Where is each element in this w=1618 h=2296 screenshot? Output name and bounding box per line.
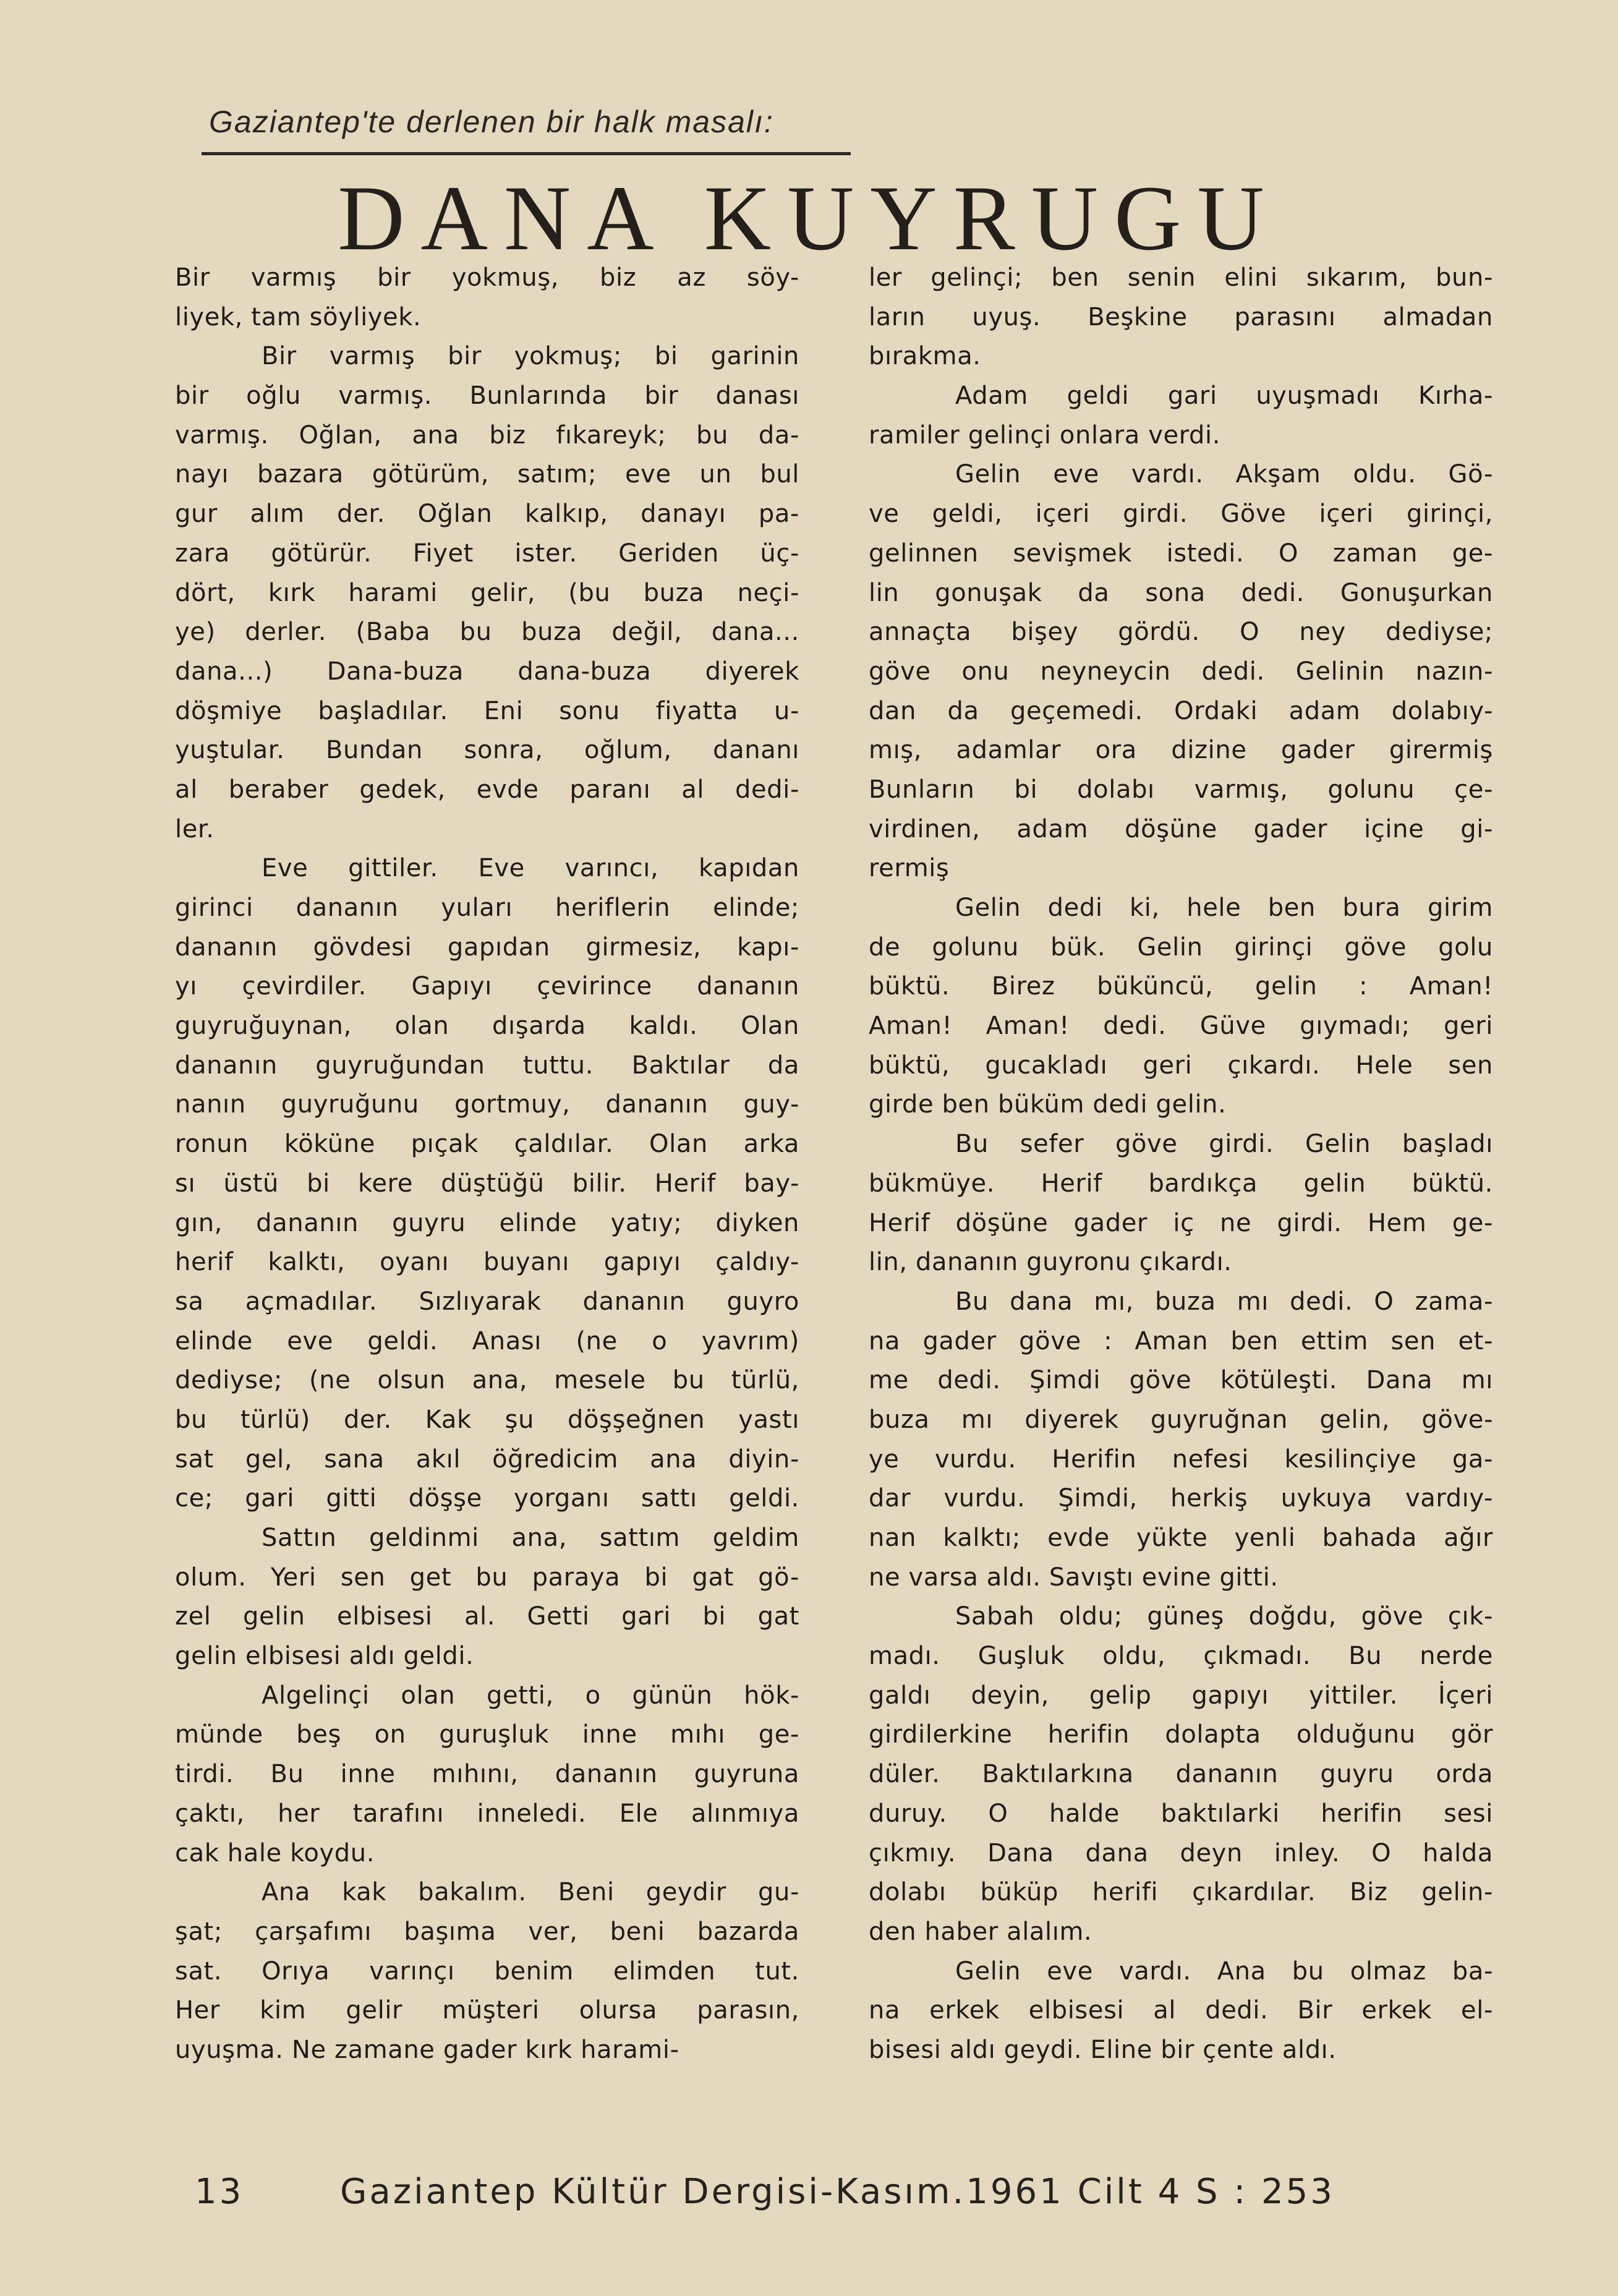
text-line: ve geldi, içeri girdi. Göve içeri girinçi, bbox=[869, 500, 1493, 529]
text-line: me dedi. Şimdi göve kötüleşti. Dana mı bbox=[869, 1366, 1493, 1395]
text-line: dolabı büküp herifi çıkardılar. Biz gelin- bbox=[869, 1878, 1493, 1907]
text-line: lin gonuşak da sona dedi. Gonuşurkan bbox=[869, 578, 1493, 607]
text-line: girinci dananın yuları heriflerin elinde; bbox=[175, 894, 799, 922]
text-line: galdı deyin, gelip gapıyı yittiler. İçeri bbox=[869, 1681, 1493, 1710]
text-line: ye) derler. (Baba bu buza değil, dana... bbox=[175, 618, 799, 647]
text-line: dana...) Dana-buza dana-buza diyerek bbox=[175, 657, 799, 686]
text-line: Eve gittiler. Eve varıncı, kapıdan bbox=[262, 854, 799, 883]
text-line: Adam geldi gari uyuşmadı Kırha- bbox=[955, 382, 1493, 411]
text-line: dar vurdu. Şimdi, herkiş uykuya vardıy- bbox=[869, 1484, 1493, 1513]
page-footer bbox=[195, 2172, 1481, 2212]
text-line: Bir varmış bir yokmuş; bi garinin bbox=[262, 342, 799, 371]
text-line: ce; gari gitti döşşe yorganı sattı geldi. bbox=[175, 1484, 799, 1513]
text-line: zel gelin elbisesi al. Getti gari bi gat bbox=[175, 1602, 799, 1631]
left-text-column bbox=[175, 258, 799, 2070]
text-line: zara götürür. Fiyet ister. Geriden üç- bbox=[175, 539, 799, 568]
text-line: gın, dananın guyru elinde yatıy; diyken bbox=[175, 1208, 799, 1237]
text-line: büktü. Birez büküncü, gelin : Aman! bbox=[869, 972, 1493, 1001]
text-line: mış, adamlar ora dizine gader girermiş bbox=[869, 736, 1493, 765]
text-line: ler. bbox=[175, 814, 215, 843]
text-line: gur alım der. Oğlan kalkıp, danayı pa- bbox=[175, 500, 799, 529]
text-line: Sattın geldinmi ana, sattım geldim bbox=[262, 1524, 799, 1552]
text-line: yuştular. Bundan sonra, oğlum, dananı bbox=[175, 736, 799, 765]
text-line: döşmiye başladılar. Eni sonu fiyatta u- bbox=[175, 696, 799, 725]
right-text-column bbox=[869, 258, 1493, 2070]
text-line: ronun köküne pıçak çaldılar. Olan arka bbox=[175, 1130, 799, 1159]
text-line: guyruğuynan, olan dışarda kaldı. Olan bbox=[175, 1012, 799, 1041]
text-line: bükmüye. Herif bardıkça gelin büktü. bbox=[869, 1169, 1493, 1198]
text-line: münde beş on guruşluk inne mıhı ge- bbox=[175, 1720, 799, 1749]
text-line: dan da geçemedi. Ordaki adam dolabıy- bbox=[869, 696, 1493, 725]
text-line: tirdi. Bu inne mıhını, dananın guyruna bbox=[175, 1760, 799, 1789]
text-line: liyek, tam söyliyek. bbox=[175, 302, 422, 331]
text-line: gelin elbisesi aldı geldi. bbox=[175, 1642, 474, 1671]
kicker-underline bbox=[202, 152, 851, 155]
text-line: Ana kak bakalım. Beni geydir gu- bbox=[262, 1878, 799, 1907]
text-line: gelinnen sevişmek istedi. O zaman ge- bbox=[869, 539, 1493, 568]
text-line: cak hale koydu. bbox=[175, 1838, 375, 1867]
text-line: ların uyuş. Beşkine parasını almadan bbox=[869, 302, 1493, 331]
text-line: den haber alalım. bbox=[869, 1917, 1092, 1946]
text-line: na erkek elbisesi al dedi. Bir erkek el- bbox=[869, 1996, 1493, 2025]
text-line: na gader göve : Aman ben ettim sen et- bbox=[869, 1326, 1493, 1355]
text-line: sat. Orıya varınçı benim elimden tut. bbox=[175, 1957, 799, 1986]
text-line: çaktı, her tarafını inneledi. Ele alınmıya bbox=[175, 1799, 799, 1828]
text-line: yı çevirdiler. Gapıyı çevirince dananın bbox=[175, 972, 799, 1001]
text-line: annaçta bişey gördü. O ney dediyse; bbox=[869, 618, 1493, 647]
text-line: uyuşma. Ne zamane gader kırk harami- bbox=[175, 2035, 679, 2064]
text-line: Algelinçi olan getti, o günün hök- bbox=[262, 1681, 799, 1710]
text-line: bisesi aldı geydi. Eline bir çente aldı. bbox=[869, 2035, 1337, 2064]
text-line: olum. Yeri sen get bu paraya bi gat gö- bbox=[175, 1563, 799, 1592]
text-line: bırakma. bbox=[869, 342, 981, 371]
text-line: dört, kırk harami gelir, (bu buza neçi- bbox=[175, 578, 799, 607]
text-line: virdinen, adam döşüne gader içine gi- bbox=[869, 814, 1493, 843]
text-line: Her kim gelir müşteri olursa parasın, bbox=[175, 1996, 799, 2025]
text-line: sa açmadılar. Sızlıyarak dananın guyro bbox=[175, 1287, 799, 1316]
text-line: dediyse; (ne olsun ana, mesele bu türlü, bbox=[175, 1366, 799, 1395]
text-line: göve onu neyneycin dedi. Gelinin nazın- bbox=[869, 657, 1493, 686]
text-line: varmış. Oğlan, ana biz fıkareyk; bu da- bbox=[175, 420, 799, 450]
journal-citation: Gaziantep Kültür Dergisi-Kasım.1961 Cilt 4 S : 253 bbox=[340, 2172, 1335, 2212]
text-line: ye vurdu. Herifin nefesi kesilinçiye ga- bbox=[869, 1445, 1493, 1474]
text-line: çıkmıy. Dana dana deyn inley. O halda bbox=[869, 1838, 1493, 1867]
text-line: Gelin dedi ki, hele ben bura girim bbox=[955, 894, 1493, 922]
text-line: ramiler gelinçi onlara verdi. bbox=[869, 420, 1221, 450]
text-line: de golunu bük. Gelin girinçi göve golu bbox=[869, 932, 1493, 962]
text-line: bir oğlu varmış. Bunlarında bir danası bbox=[175, 382, 799, 411]
text-line: lin, dananın guyronu çıkardı. bbox=[869, 1248, 1232, 1277]
text-line: herif kalktı, oyanı buyanı gapıyı çaldıy- bbox=[175, 1248, 799, 1277]
text-line: madı. Guşluk oldu, çıkmadı. Bu nerde bbox=[869, 1642, 1493, 1671]
text-line: Bir varmış bir yokmuş, biz az söy- bbox=[175, 263, 799, 292]
text-line: Herif döşüne gader iç ne girdi. Hem ge- bbox=[869, 1208, 1493, 1237]
text-line: sat gel, sana akıl öğredicim ana diyin- bbox=[175, 1445, 799, 1474]
text-line: şat; çarşafımı başıma ver, beni bazarda bbox=[175, 1917, 799, 1946]
article-kicker: Gaziantep'te derlenen bir halk masalı: bbox=[209, 105, 774, 139]
text-line: duruy. O halde baktılarki herifin sesi bbox=[869, 1799, 1493, 1828]
text-line: dananın gövdesi gapıdan girmesiz, kapı- bbox=[175, 932, 799, 962]
text-line: nayı bazara götürüm, satım; eve un bul bbox=[175, 460, 799, 489]
text-line: girdilerkine herifin dolapta olduğunu gör bbox=[869, 1720, 1493, 1749]
text-line: Bu dana mı, buza mı dedi. O zama- bbox=[955, 1287, 1493, 1316]
text-line: nanın guyruğunu gortmuy, dananın guy- bbox=[175, 1090, 799, 1119]
text-line: bu türlü) der. Kak şu döşşeğnen yastı bbox=[175, 1405, 799, 1434]
page-number: 13 bbox=[195, 2172, 244, 2212]
text-line: büktü, gucakladı geri çıkardı. Hele sen bbox=[869, 1051, 1493, 1080]
text-line: nan kalktı; evde yükte yenli bahada ağır bbox=[869, 1524, 1493, 1552]
text-line: rermiş bbox=[869, 854, 950, 883]
text-line: al beraber gedek, evde paranı al dedi- bbox=[175, 775, 799, 804]
text-line: elinde eve geldi. Anası (ne o yavrım) bbox=[175, 1326, 799, 1355]
text-line: sı üstü bi kere düştüğü bilir. Herif bay- bbox=[175, 1169, 799, 1198]
text-line: düler. Baktılarkına dananın guyru orda bbox=[869, 1760, 1493, 1789]
text-line: Aman! Aman! dedi. Güve gıymadı; geri bbox=[869, 1012, 1493, 1041]
text-line: buza mı diyerek guyruğnan gelin, göve- bbox=[869, 1405, 1493, 1434]
text-line: Gelin eve vardı. Akşam oldu. Gö- bbox=[955, 460, 1493, 489]
text-line: Gelin eve vardı. Ana bu olmaz ba- bbox=[955, 1957, 1493, 1986]
text-line: ne varsa aldı. Savıştı evine gitti. bbox=[869, 1563, 1279, 1592]
text-line: dananın guyruğundan tuttu. Baktılar da bbox=[175, 1051, 799, 1080]
text-line: Bunların bi dolabı varmış, golunu çe- bbox=[869, 775, 1493, 804]
text-line: Bu sefer göve girdi. Gelin başladı bbox=[955, 1130, 1493, 1159]
text-line: ler gelinçi; ben senin elini sıkarım, bun- bbox=[869, 263, 1493, 292]
article-title: DANA KUYRUGU bbox=[338, 167, 1280, 270]
text-line: girde ben büküm dedi gelin. bbox=[869, 1090, 1227, 1119]
text-line: Sabah oldu; güneş doğdu, göve çık- bbox=[955, 1602, 1493, 1631]
